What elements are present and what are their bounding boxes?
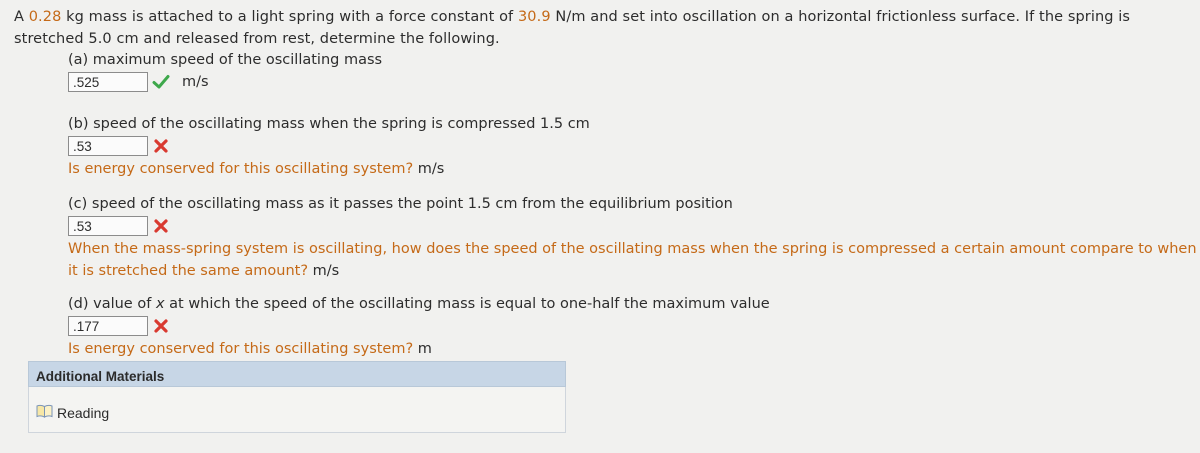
hint-text: When the mass-spring system is oscillating, how does the speed of the oscillating mass when the spring is compressed a certain amount compare to when it is stretched the same amount? xyxy=(68,241,1197,279)
mass-value: 0.28 xyxy=(28,9,62,25)
reading-link[interactable] xyxy=(36,404,109,421)
part-a-answer-input[interactable]: .525 xyxy=(68,72,148,92)
question-text: at which the speed of the oscillating mass is equal to one-half the maximum value xyxy=(164,296,770,312)
part-d-question xyxy=(68,294,770,314)
part-c xyxy=(68,194,1200,282)
problem-text: kg mass is attached to a light spring with a force constant of xyxy=(61,9,518,25)
x-mark-icon xyxy=(150,316,172,336)
checkmark-icon xyxy=(150,72,172,92)
part-d xyxy=(68,294,770,360)
part-d-unit: m xyxy=(417,341,432,357)
part-c-unit: m/s xyxy=(312,263,340,279)
hint-text: Is energy conserved for this oscillating system? xyxy=(68,341,414,357)
x-mark-icon xyxy=(150,216,172,236)
reading-label: Reading xyxy=(57,404,110,421)
question-text: (d) value of xyxy=(68,296,156,312)
additional-materials-header: Additional Materials xyxy=(28,361,566,387)
problem-statement xyxy=(14,6,1190,50)
part-c-hint xyxy=(68,238,1200,282)
part-c-question: (c) speed of the oscillating mass as it passes the point 1.5 cm from the equilibrium position xyxy=(68,196,733,212)
book-icon xyxy=(36,404,57,421)
part-b-hint xyxy=(68,158,590,180)
problem-text: A xyxy=(14,9,29,25)
part-a-unit: m/s xyxy=(182,74,209,90)
part-b-answer-input[interactable]: .53 xyxy=(68,136,148,156)
part-a xyxy=(68,50,382,92)
part-a-question: (a) maximum speed of the oscillating mass xyxy=(68,52,383,68)
hint-text: Is energy conserved for this oscillating system? xyxy=(68,161,414,177)
problem-text: N/m and set into oscillation on a horizontal frictionless surface. If the spring is stretched 5.0 cm and released from rest, determine the following. xyxy=(14,9,1131,47)
variable-x: x xyxy=(155,296,165,312)
x-mark-icon xyxy=(150,136,172,156)
part-c-answer-input[interactable]: .53 xyxy=(68,216,148,236)
part-b xyxy=(68,114,590,180)
part-b-unit: m/s xyxy=(417,161,445,177)
part-b-question: (b) speed of the oscillating mass when the spring is compressed 1.5 cm xyxy=(68,116,590,132)
spring-constant-value: 30.9 xyxy=(517,9,551,25)
part-d-hint xyxy=(68,338,770,360)
part-d-answer-input[interactable]: .177 xyxy=(68,316,148,336)
